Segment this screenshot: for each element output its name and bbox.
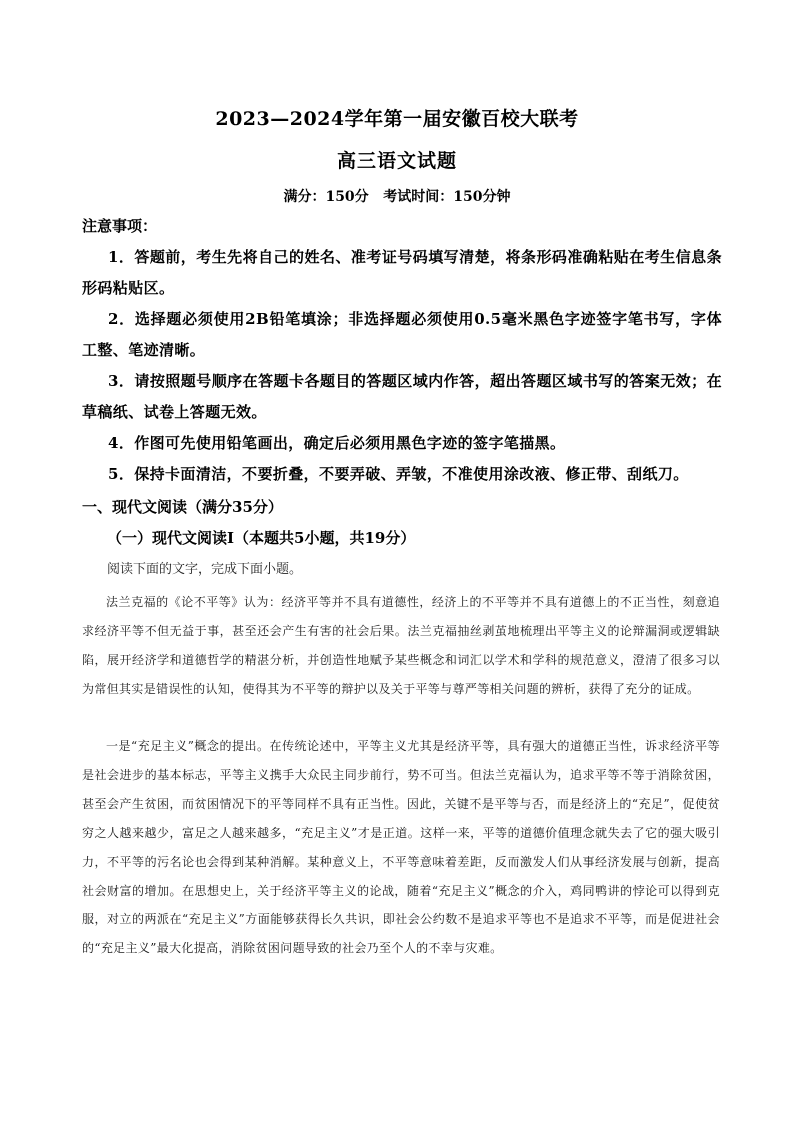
- reading-instruction: 阅读下面的文字，完成下面小题。: [107, 562, 303, 577]
- notice-heading: 注意事项：: [82, 217, 158, 235]
- notice-item: 2．选择题必须使用2B铅笔填涂；非选择题必须使用0.5毫米黑色字迹签字笔书写，字体工整、笔迹清晰。: [82, 310, 722, 359]
- score-time-line: 满分：150分 考试时间：150分钟: [283, 189, 511, 205]
- notice-item: 1．答题前，考生先将自己的姓名、准考证号码填写清楚，将条形码准确粘贴在考生信息条形码粘贴区。: [82, 248, 722, 297]
- subsection-title: （一）现代文阅读Ⅰ（本题共5小题，共19分）: [107, 529, 416, 547]
- notice-item: 5．保持卡面清洁，不要折叠，不要弄破、弄皱，不准使用涂改液、修正带、刮纸刀。: [108, 465, 689, 483]
- passage-paragraph: 法兰克福的《论不平等》认为：经济平等并不具有道德性，经济上的不平等并不具有道德上的不正当性，刻意追求经济平等不但无益于事，甚至还会产生有害的社会后果。法兰克福抽丝剥茧地梳理出平等主义的论辩漏洞或逻辑缺陷，展开经济学和道德哲学的精湛分析，并创造性地赋予某些概念和词汇以学术和学科的规范意义，澄清了很多习以为常但其实是错误性的认知，使得其为不平等的辩护以及关于平等与尊严等相关问题的辨析，获得了充分的证成。: [82, 595, 720, 696]
- section-title: 一、现代文阅读（满分35分）: [82, 498, 283, 516]
- subject-title: 高三语文试题: [336, 150, 457, 172]
- notice-item: 3．请按照题号顺序在答题卡各题目的答题区域内作答，超出答题区域书写的答案无效；在草稿纸、试卷上答题无效。: [82, 372, 722, 421]
- notice-item: 4．作图可先使用铅笔画出，确定后必须用黑色字迹的签字笔描黑。: [108, 434, 566, 452]
- exam-title: 2023—2024学年第一届安徽百校大联考: [215, 108, 579, 130]
- passage-paragraph: 一是“充足主义”概念的提出。在传统论述中，平等主义尤其是经济平等，具有强大的道德正当性，诉求经济平等是社会进步的基本标志，平等主义携手大众民主同步前行，势不可当。但法兰克福认为，追求平等不等于消除贫困，甚至会产生贫困，而贫困情况下的平等同样不具有正当性。因此，关键不是平等与否，而是经济上的“充足”，促使贫穷之人越来越少，富足之人越来越多，“充足主义”才是正道。这样一来，平等的道德价值理念就失去了它的强大吸引力，不平等的污名论也会得到某种消解。某种意义上，不平等意味着差距，反而激发人们从事经济发展与创新，提高社会财富的增加。在思想史上，关于经济平等主义的论战，随着“充足主义”概念的介入，鸡同鸭讲的悖论可以得到克服，对立的两派在“充足主义”方面能够获得长久共识，即社会公约数不是追求平等也不是追求不平等，而是促进社会的“充足主义”最大化提高，消除贫困问题导致的社会乃至个人的不幸与灾难。: [82, 739, 720, 956]
